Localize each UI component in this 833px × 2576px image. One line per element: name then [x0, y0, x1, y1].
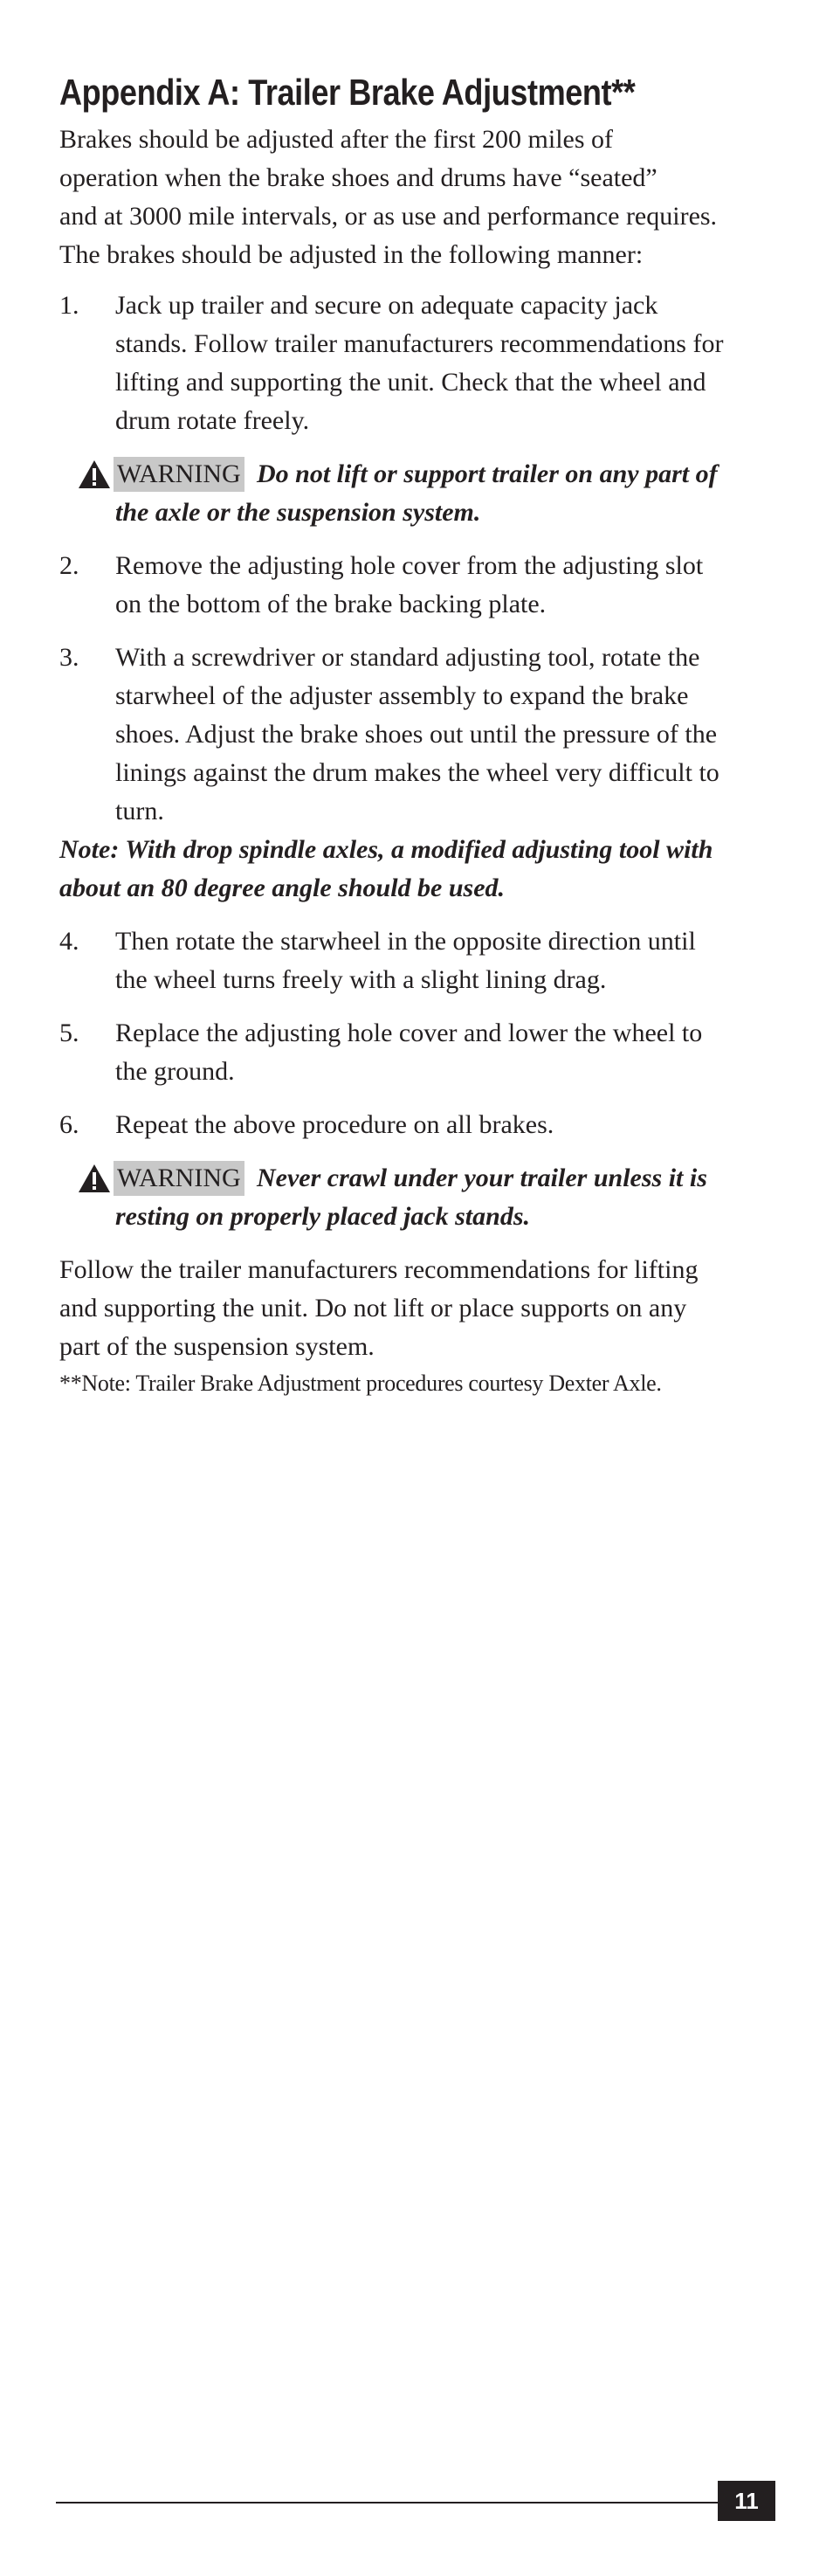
footnote: **Note: Trailer Brake Adjustment procedures courtesy Dexter Axle. — [59, 1371, 662, 1396]
step-2 — [59, 547, 784, 624]
step-number: 2. — [59, 551, 79, 580]
step-line: Repeat the above procedure on all brakes. — [115, 1110, 554, 1139]
step-line: the wheel turns freely with a slight lining drag. — [115, 965, 607, 994]
step-number: 6. — [59, 1110, 79, 1139]
step-6 — [59, 1106, 784, 1144]
warning-text: Do not lift or support trailer on any part of — [257, 459, 718, 488]
footer-rule — [56, 2502, 719, 2503]
warning-header — [77, 455, 244, 494]
step-line: linings against the drum makes the wheel very difficult to — [115, 758, 719, 787]
note-paragraph — [59, 831, 784, 908]
closing-line: and supporting the unit. Do not lift or place supports on any — [59, 1294, 687, 1323]
warning-block-1 — [59, 455, 784, 532]
page-number: 11 — [718, 2481, 775, 2521]
step-line: starwheel of the adjuster assembly to expand the brake — [115, 681, 689, 710]
intro-line: operation when the brake shoes and drums have “seated” — [59, 163, 657, 192]
step-3 — [59, 639, 784, 831]
closing-line: Follow the trailer manufacturers recommendations for lifting — [59, 1255, 699, 1284]
intro-line: The brakes should be adjusted in the following manner: — [59, 240, 644, 269]
closing-line: part of the suspension system. — [59, 1332, 375, 1361]
step-number: 3. — [59, 643, 79, 672]
warning-triangle-icon — [77, 459, 112, 490]
step-line: With a screwdriver or standard adjusting tool, rotate the — [115, 643, 700, 672]
step-line: stands. Follow trailer manufacturers recommendations for — [115, 329, 724, 358]
intro-paragraph — [59, 121, 784, 274]
step-number: 4. — [59, 927, 79, 956]
warning-label: WARNING — [114, 457, 244, 492]
step-1 — [59, 287, 784, 440]
note-line: Note: With drop spindle axles, a modified adjusting tool with — [59, 835, 713, 864]
closing-paragraph — [59, 1251, 784, 1366]
step-line: on the bottom of the brake backing plate. — [115, 590, 547, 618]
step-number: 1. — [59, 291, 79, 320]
warning-text: Never crawl under your trailer unless it is — [257, 1164, 707, 1192]
step-number: 5. — [59, 1019, 79, 1047]
step-line: lifting and supporting the unit. Check that the wheel and — [115, 368, 706, 397]
step-line: Replace the adjusting hole cover and lower the wheel to — [115, 1019, 703, 1047]
step-line: turn. — [115, 797, 164, 825]
warning-header — [77, 1159, 244, 1198]
step-line: Remove the adjusting hole cover from the adjusting slot — [115, 551, 704, 580]
step-line: the ground. — [115, 1057, 235, 1086]
intro-line: Brakes should be adjusted after the first 200 miles of — [59, 125, 614, 154]
page-title: Appendix A: Trailer Brake Adjustment** — [59, 72, 636, 113]
intro-line: and at 3000 mile intervals, or as use and performance requires. — [59, 202, 718, 231]
step-line: Jack up trailer and secure on adequate capacity jack — [115, 291, 658, 320]
step-line: shoes. Adjust the brake shoes out until the pressure of the — [115, 720, 718, 749]
step-5 — [59, 1014, 784, 1091]
warning-triangle-icon — [77, 1163, 112, 1194]
warning-text: resting on properly placed jack stands. — [115, 1202, 531, 1231]
step-4 — [59, 922, 784, 999]
step-line: drum rotate freely. — [115, 406, 310, 435]
warning-text: the axle or the suspension system. — [115, 498, 481, 527]
step-line: Then rotate the starwheel in the opposite direction until — [115, 927, 696, 956]
page-content — [59, 70, 784, 1401]
warning-label: WARNING — [114, 1161, 244, 1196]
note-line: about an 80 degree angle should be used. — [59, 874, 506, 902]
warning-block-2 — [59, 1159, 784, 1236]
